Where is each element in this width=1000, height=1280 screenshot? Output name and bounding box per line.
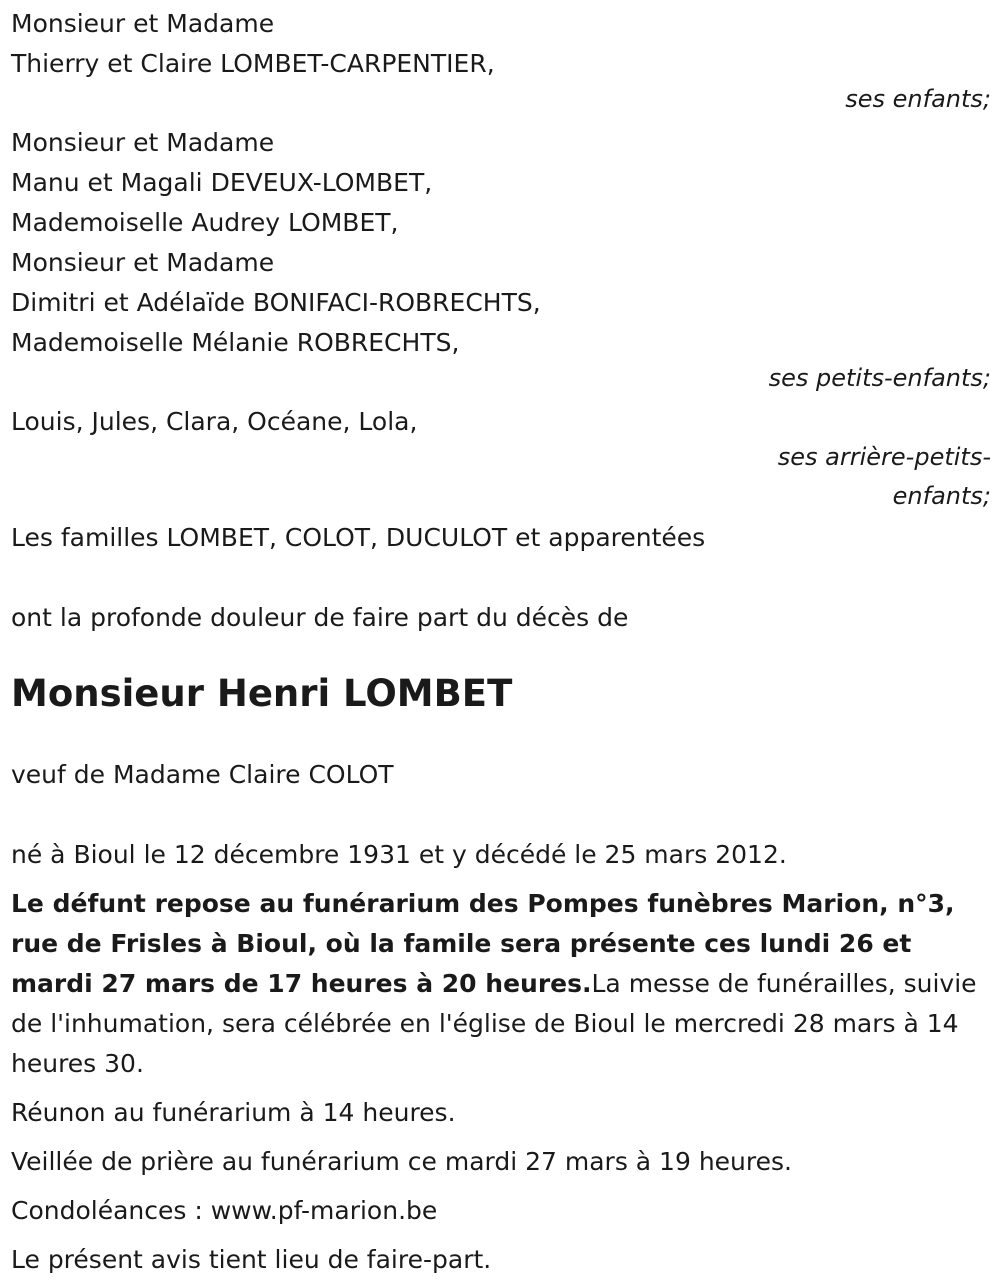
announcement-line: ont la profonde douleur de faire part du décès de <box>11 603 629 632</box>
mass-text: La messe de funérailles, suivie de l'inhumation, sera célébrée en l'église de Bioul le mercredi 28 mars à 14 heures 30. <box>11 969 977 1078</box>
children-line: Thierry et Claire LOMBET-CARPENTIER, <box>11 49 495 78</box>
great-grandchildren-role: ses arrière-petits-enfants; <box>777 443 991 510</box>
grandchildren-line: Monsieur et Madame <box>11 128 275 157</box>
vigil-line: Veillée de prière au funérarium ce mardi 27 mars à 19 heures. <box>11 1147 792 1176</box>
grandchildren-block <box>11 123 991 398</box>
grandchildren-role: ses petits-enfants; <box>768 364 991 392</box>
grandchildren-line: Dimitri et Adélaïde BONIFACI-ROBRECHTS, <box>11 288 541 317</box>
grandchildren-line: Manu et Magali DEVEUX-LOMBET, <box>11 168 433 197</box>
obituary-notice <box>11 4 991 1280</box>
repose-text: Le défunt repose au funérarium des Pompes funèbres Marion, n°3, rue de Frisles à Bioul, où la famile sera présente ces lundi 26 et mardi 27 mars de 17 heures à 20 heures. <box>11 889 955 998</box>
grandchildren-line: Mademoiselle Audrey LOMBET, <box>11 208 399 237</box>
great-grandchildren-line: Louis, Jules, Clara, Océane, Lola, <box>11 407 418 436</box>
details-paragraph <box>11 884 991 1084</box>
birth-death-line: né à Bioul le 12 décembre 1931 et y décédé le 25 mars 2012. <box>11 840 787 869</box>
notice-line: Le présent avis tient lieu de faire-part. <box>11 1245 492 1274</box>
families-line: Les familles LOMBET, COLOT, DUCULOT et apparentées <box>11 523 706 552</box>
great-grandchildren-block <box>11 402 991 516</box>
children-line: Monsieur et Madame <box>11 9 275 38</box>
spouse-line: veuf de Madame Claire COLOT <box>11 760 394 789</box>
grandchildren-line: Monsieur et Madame <box>11 248 275 277</box>
condolences-line: Condoléances : www.pf-marion.be <box>11 1196 438 1225</box>
grandchildren-line: Mademoiselle Mélanie ROBRECHTS, <box>11 328 460 357</box>
children-block <box>11 4 991 119</box>
reunion-line: Réunon au funérarium à 14 heures. <box>11 1098 456 1127</box>
deceased-name: Monsieur Henri LOMBET <box>11 672 513 715</box>
children-role: ses enfants; <box>845 85 991 113</box>
